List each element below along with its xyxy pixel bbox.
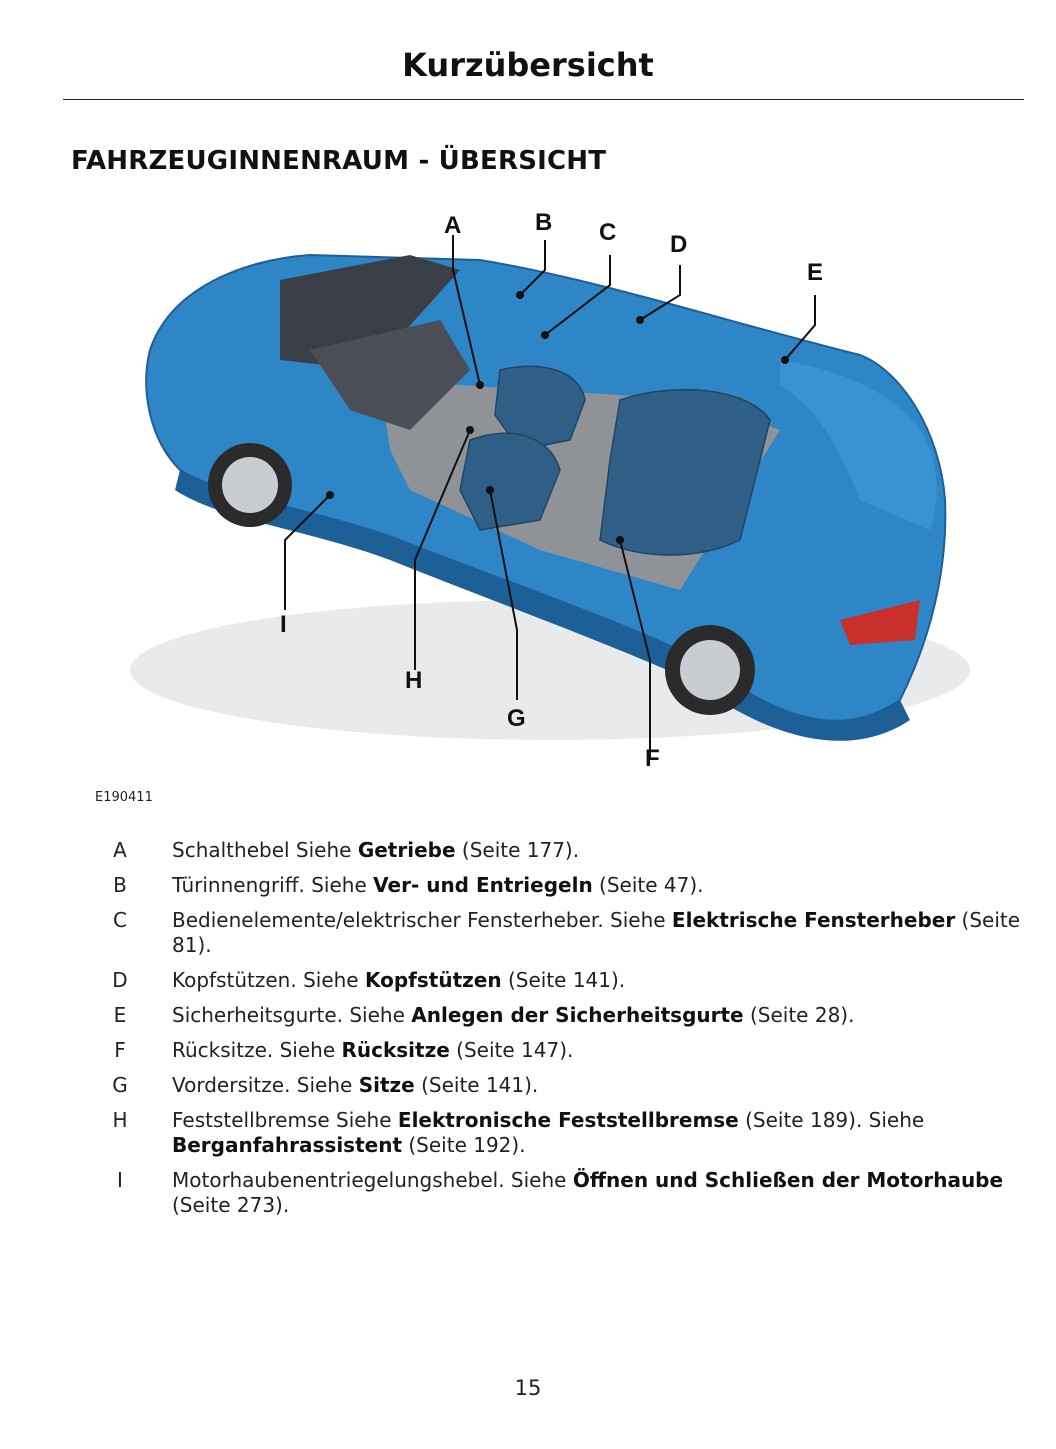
page-number: 15 xyxy=(514,1376,542,1400)
section-title: FAHRZEUGINNENRAUM - ÜBERSICHT xyxy=(71,146,607,176)
legend-letter: A xyxy=(113,838,127,862)
callout-c: C xyxy=(599,219,617,246)
legend-item-a: A Schalthebel Siehe Getriebe (Seite 177). xyxy=(0,838,1056,863)
legend-letter: G xyxy=(112,1073,128,1097)
callout-b: B xyxy=(535,209,553,236)
callout-h: H xyxy=(405,667,423,694)
legend-letter: F xyxy=(114,1038,126,1062)
legend-reference-2: Berganfahrassistent xyxy=(172,1133,403,1157)
legend-reference: Rücksitze xyxy=(341,1038,450,1062)
callout-i: I xyxy=(280,611,287,638)
page-header-title: Kurzübersicht xyxy=(402,46,654,84)
legend-reference: Anlegen der Sicherheitsgurte xyxy=(411,1003,744,1027)
legend-list xyxy=(0,838,1056,1228)
legend-item-c: C Bedienelemente/elektrischer Fensterheber. Siehe Elektrische Fensterheber (Seite 81). xyxy=(0,908,1056,958)
legend-reference: Ver- und Entriegeln xyxy=(373,873,593,897)
legend-letter: E xyxy=(113,1003,127,1027)
callout-e: E xyxy=(807,259,824,286)
legend-reference: Öffnen und Schließen der Motorhaube xyxy=(572,1168,1004,1192)
header-divider xyxy=(63,99,1024,100)
legend-item-f: F Rücksitze. Siehe Rücksitze (Seite 147). xyxy=(0,1038,1056,1063)
legend-letter: I xyxy=(117,1168,123,1192)
callout-f: F xyxy=(645,745,660,772)
legend-letter: H xyxy=(112,1108,128,1132)
callout-d: D xyxy=(670,231,688,258)
legend-item-d: D Kopfstützen. Siehe Kopfstützen (Seite 141). xyxy=(0,968,1056,993)
legend-letter: D xyxy=(112,968,128,992)
legend-item-h: H Feststellbremse Siehe Elektronische Feststellbremse (Seite 189). Siehe Berganfahrassistent (Seite 192). xyxy=(0,1108,1056,1158)
legend-item-e: E Sicherheitsgurte. Siehe Anlegen der Sicherheitsgurte (Seite 28). xyxy=(0,1003,1056,1028)
legend-item-b: B Türinnengriff. Siehe Ver- und Entriegeln (Seite 47). xyxy=(0,873,1056,898)
legend-reference: Elektronische Feststellbremse xyxy=(397,1108,739,1132)
figure-id: E190411 xyxy=(95,790,153,805)
legend-item-i: I Motorhaubenentriegelungshebel. Siehe Öffnen und Schließen der Motorhaube (Seite 273). xyxy=(0,1168,1056,1218)
legend-reference: Elektrische Fensterheber xyxy=(671,908,956,932)
legend-reference: Sitze xyxy=(358,1073,415,1097)
callout-g: G xyxy=(507,705,526,732)
legend-letter: B xyxy=(113,873,127,897)
legend-item-g: G Vordersitze. Siehe Sitze (Seite 141). xyxy=(0,1073,1056,1098)
legend-reference: Kopfstützen xyxy=(364,968,502,992)
legend-letter: C xyxy=(113,908,127,932)
vehicle-interior-illustration xyxy=(80,200,980,790)
callout-a: A xyxy=(444,212,462,239)
legend-reference: Getriebe xyxy=(357,838,456,862)
